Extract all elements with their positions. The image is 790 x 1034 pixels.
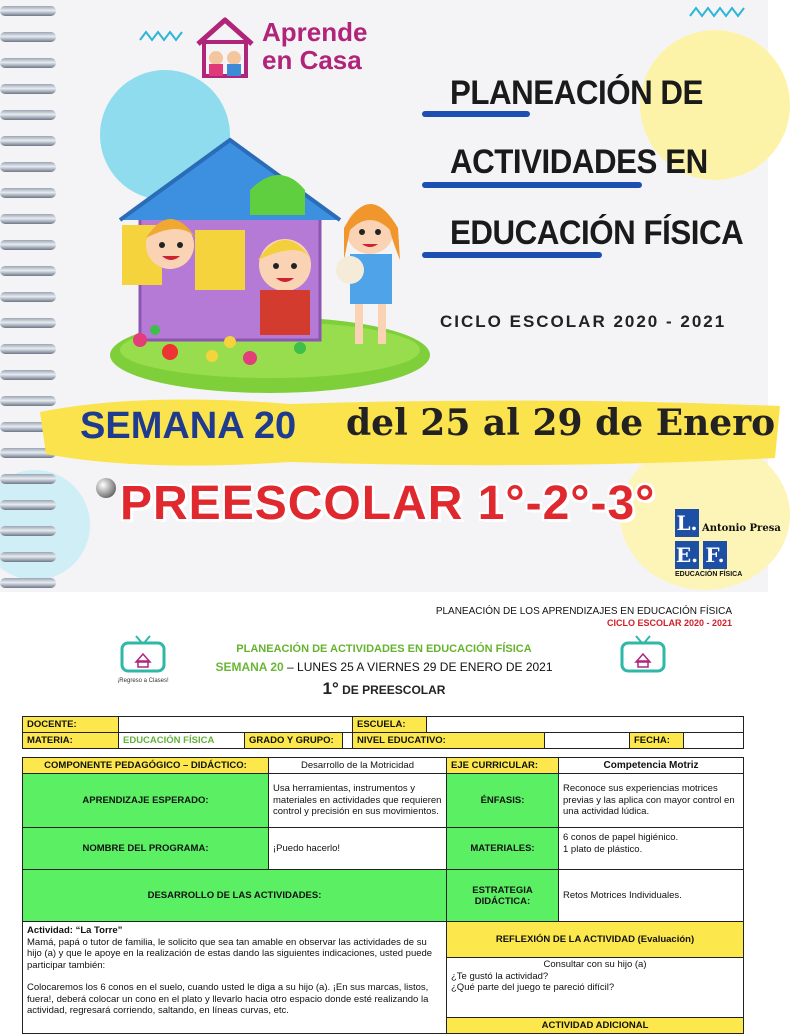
doc-week-suffix: – LUNES 25 A VIERNES 29 DE ENERO DE 2021: [283, 660, 553, 674]
pushpin-icon: [96, 478, 116, 498]
aprendizaje-label: APRENDIZAJE ESPERADO:: [23, 774, 269, 828]
materia-value: EDUCACIÓN FÍSICA: [119, 733, 245, 749]
doc-week-prefix: SEMANA 20: [215, 660, 284, 674]
logo-text-line2: en Casa: [262, 45, 362, 75]
lef-logo-name: Antonio Presa: [702, 523, 781, 534]
actividad-paragraph-1: Mamá, papá o tutor de familia, le solicito que sea tan amable en observar las actividades de su hijo (a) y que le apoye en la realización de estas dando las siguientes indicaciones, usted puede participar también:: [27, 936, 433, 971]
logo-text-line1: Aprende: [262, 17, 368, 47]
reflexion-q0: Consultar con su hijo (a): [543, 959, 647, 970]
actividad-cell: [23, 922, 447, 1034]
lef-logo-subtitle: EDUCACIÓN FÍSICA: [675, 571, 743, 578]
cover-title-line2: ACTIVIDADES EN: [450, 143, 708, 181]
reflexion-label: REFLEXIÓN DE LA ACTIVIDAD (Evaluación): [447, 922, 744, 958]
lef-logo: [672, 505, 781, 585]
eje-value: Competencia Motriz: [559, 758, 744, 774]
materiales-item-2: 1 plato de plástico.: [563, 843, 643, 855]
actividad-prefix: Actividad:: [27, 925, 73, 936]
estrategia-label: ESTRATEGIA DIDÁCTICA:: [447, 870, 559, 922]
estrategia-value: Retos Motrices Individuales.: [559, 870, 744, 922]
nivel-field[interactable]: [545, 733, 630, 749]
cover-fechas: del 25 al 29 de Enero: [346, 402, 776, 444]
reflexion-q1: ¿Te gustó la actividad?: [451, 970, 549, 982]
materia-label: MATERIA:: [23, 733, 119, 749]
enfasis-label: ÉNFASIS:: [447, 774, 559, 828]
grado-label: GRADO Y GRUPO:: [245, 733, 343, 749]
actividad-title: [27, 925, 442, 937]
cover-title-line1: PLANEACIÓN DE: [450, 74, 703, 112]
nivel-label: NIVEL EDUCATIVO:: [353, 733, 545, 749]
doc-grade-number: 1°: [322, 679, 339, 698]
materiales-label: MATERIALES:: [447, 828, 559, 870]
reflexion-cell: [447, 958, 744, 1018]
desarrollo-label: DESARROLLO DE LAS ACTIVIDADES:: [23, 870, 447, 922]
playhouse-illustration: [100, 120, 430, 390]
doc-header-line2: CICLO ESCOLAR 2020 - 2021: [606, 618, 732, 628]
grado-field[interactable]: [343, 733, 353, 749]
docente-label: DOCENTE:: [23, 717, 119, 733]
escuela-field[interactable]: [427, 717, 744, 733]
componente-value: Desarrollo de la Motricidad: [269, 758, 447, 774]
aprende-en-casa-logo: [192, 12, 382, 82]
doc-grade-text: DE PREESCOLAR: [338, 683, 446, 697]
componente-label: COMPONENTE PEDAGÓGICO – DIDÁCTICO:: [23, 758, 269, 774]
zigzag-decoration-2: [690, 6, 750, 18]
eje-label: EJE CURRICULAR:: [447, 758, 559, 774]
ciclo-escolar: CICLO ESCOLAR 2020 - 2021: [440, 312, 727, 331]
fecha-field[interactable]: [684, 733, 744, 749]
planning-document: [0, 592, 768, 1031]
aprendizaje-value: Usa herramientas, instrumentos y materiales en actividades que requieren control y precisión en sus movimientos.: [269, 774, 447, 828]
materiales-item-1: 6 conos de papel higiénico.: [563, 832, 679, 843]
enfasis-value: Reconoce sus experiencias motrices previas y las aplica con mayor control en una actividad lúdica.: [559, 774, 744, 828]
fecha-label: FECHA:: [630, 733, 684, 749]
plan-table: [22, 757, 744, 1034]
doc-title: PLANEACIÓN DE ACTIVIDADES EN EDUCACIÓN FÍSICA: [236, 643, 532, 655]
reflexion-q2: ¿Qué parte del juego te pareció difícil?: [451, 982, 615, 993]
cover-preescolar: PREESCOLAR 1°-2°-3°: [120, 477, 656, 530]
zigzag-decoration: [140, 30, 184, 42]
cover-semana: SEMANA 20: [80, 405, 297, 447]
actividad-name: “La Torre”: [72, 925, 123, 936]
info-table: [22, 716, 744, 749]
spiral-binding: [0, 0, 58, 592]
materiales-value: [559, 828, 744, 870]
house-icon: [192, 14, 258, 80]
actividad-paragraph-2: Colocaremos los 6 conos en el suelo, cuando usted le diga a su hijo (a). ¡En sus marcas, listos, fuera!, deberá colocar un cono en el plato y llevarlo hacia otro espacio donde esté realizando la actividad, regresará corriendo, saltando, en líneas curvas, etc.: [27, 982, 429, 1016]
lef-logo-f: F.: [703, 541, 727, 569]
escuela-label: ESCUELA:: [353, 717, 427, 733]
cover-title-line3: EDUCACIÓN FÍSICA: [450, 214, 744, 252]
programa-value: ¡Puedo hacerlo!: [269, 828, 447, 870]
doc-grade: [0, 679, 768, 699]
lef-logo-e: E.: [675, 543, 699, 567]
docente-field[interactable]: [119, 717, 353, 733]
adicional-label: ACTIVIDAD ADICIONAL: [447, 1018, 744, 1034]
tv-caption: ¡Regreso a Clases!: [117, 678, 169, 684]
doc-header-line1: PLANEACIÓN DE LOS APRENDIZAJES EN EDUCACIÓN FÍSICA: [435, 606, 732, 617]
programa-label: NOMBRE DEL PROGRAMA:: [23, 828, 269, 870]
lef-logo-l: L.: [676, 511, 698, 535]
doc-week: [0, 660, 768, 674]
